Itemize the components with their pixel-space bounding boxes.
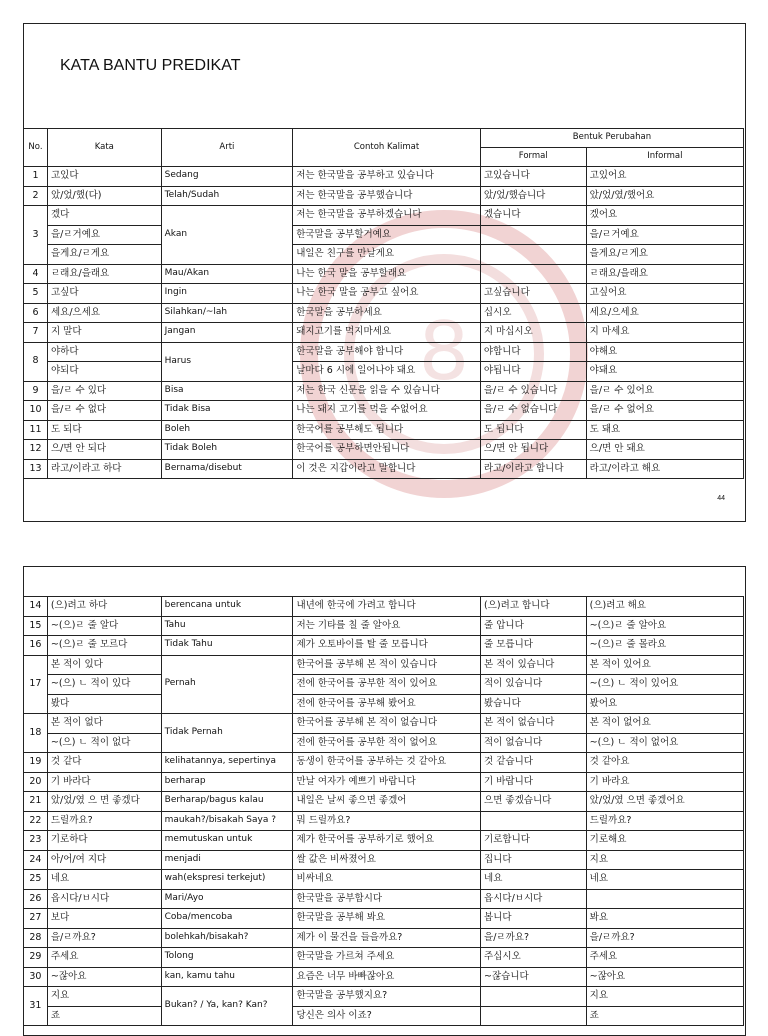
table-row (24, 792, 744, 812)
informal-cell: (으)려고 해요 (586, 597, 743, 617)
formal-cell: 것 같습니다 (481, 753, 587, 773)
formal-cell (481, 1006, 587, 1026)
row-number: 27 (24, 909, 48, 929)
table-row (24, 753, 744, 773)
contoh-cell: 내일은 친구를 만날게요 (293, 245, 481, 265)
informal-cell: ~(으) ㄴ 적이 없어요 (586, 733, 743, 753)
table-row (24, 303, 744, 323)
arti-cell: Bukan? / Ya, kan? Kan? (161, 987, 293, 1026)
informal-cell: 겠어요 (586, 206, 743, 226)
kata-cell: 라고/이라고 하다 (47, 459, 161, 479)
row-number: 22 (24, 811, 48, 831)
arti-cell: Bernama/disebut (161, 459, 293, 479)
kata-cell: 아/어/여 지다 (47, 850, 161, 870)
table-row (24, 733, 744, 753)
kata-cell: 드릴까요? (47, 811, 161, 831)
formal-cell: 야됩니다 (480, 362, 586, 382)
formal-cell: ~잖습니다 (481, 967, 587, 987)
kata-cell: 을/ㄹ 수 있다 (47, 381, 161, 401)
table-row (24, 636, 744, 656)
page-number: 44 (717, 495, 725, 502)
kata-cell: 세요/으세요 (47, 303, 161, 323)
formal-cell: 을/ㄹ 수 있습니다 (480, 381, 586, 401)
table-row (24, 928, 744, 948)
arti-cell: Berharap/bagus kalau (161, 792, 293, 812)
kata-cell: 을게요/ㄹ게요 (47, 245, 161, 265)
informal-cell: 을/ㄹ 수 있어요 (586, 381, 743, 401)
table-row (24, 948, 744, 968)
contoh-cell: 만날 여자가 예쁘기 바랍니다 (293, 772, 481, 792)
table-row (24, 362, 744, 382)
informal-cell: 기로해요 (586, 831, 743, 851)
arti-cell: Jangan (161, 323, 293, 343)
contoh-cell: 한국말을 공부해 봐요 (293, 909, 481, 929)
kata-cell: 았/었/였 으 면 좋겠다 (47, 792, 161, 812)
arti-cell: Harus (161, 342, 293, 381)
contoh-cell: 나는 돼지 고기를 먹을 수없어요 (293, 401, 481, 421)
kata-cell: 겠다 (47, 206, 161, 226)
table-row (24, 655, 744, 675)
contoh-cell: 한국어를 공부해도 됩니다 (293, 420, 481, 440)
svg-text:8: 8 (418, 305, 470, 398)
formal-cell (480, 225, 586, 245)
formal-cell: 집니다 (481, 850, 587, 870)
table-row (24, 694, 744, 714)
arti-cell: Boleh (161, 420, 293, 440)
row-number: 29 (24, 948, 48, 968)
table-row (24, 967, 744, 987)
header-contoh: Contoh Kalimat (293, 129, 481, 167)
informal-cell: 을/ㄹ까요? (586, 928, 743, 948)
informal-cell: 을게요/ㄹ게요 (586, 245, 743, 265)
formal-cell: 줄 모릅니다 (481, 636, 587, 656)
contoh-cell: 저는 한국말을 공부하겠습니다 (293, 206, 481, 226)
kata-cell: 기로하다 (47, 831, 161, 851)
informal-cell: 봐요 (586, 909, 743, 929)
formal-cell: 았/었/했습니다 (480, 186, 586, 206)
row-number: 1 (24, 167, 48, 187)
kata-cell: 본 적이 있다 (47, 655, 161, 675)
row-number: 3 (24, 206, 48, 265)
row-number: 19 (24, 753, 48, 773)
kata-cell: ~(으) ㄴ 적이 없다 (47, 733, 161, 753)
kata-cell: 을/ㄹ 수 없다 (47, 401, 161, 421)
contoh-cell: 한국어를 공부하면안됩니다 (293, 440, 481, 460)
contoh-cell: 뭐 드릴까요? (293, 811, 481, 831)
informal-cell: 기 바라요 (586, 772, 743, 792)
arti-cell: Mau/Akan (161, 264, 293, 284)
table-row (24, 264, 744, 284)
contoh-cell: 저는 한국 신문을 읽을 수 있습니다 (293, 381, 481, 401)
row-number: 28 (24, 928, 48, 948)
contoh-cell: 한국말을 공부했지요? (293, 987, 481, 1007)
row-number: 9 (24, 381, 48, 401)
contoh-cell: 전에 한국어를 공부한 적이 없어요 (293, 733, 481, 753)
informal-cell: ~(으)ㄹ 줄 몰라요 (586, 636, 743, 656)
kata-cell: ~(으)ㄹ 줄 알다 (47, 616, 161, 636)
contoh-cell: 날마다 6 시에 일어나야 돼요 (293, 362, 481, 382)
informal-cell: 지 마세요 (586, 323, 743, 343)
formal-cell: 야합니다 (480, 342, 586, 362)
contoh-cell: 한국말을 공부할거예요 (293, 225, 481, 245)
formal-cell: 기로합니다 (481, 831, 587, 851)
kata-cell: 읍시다/ㅂ시다 (47, 889, 161, 909)
contoh-cell: 한국어를 공부해 본 적이 없습니다 (293, 714, 481, 734)
formal-cell: (으)려고 합니다 (481, 597, 587, 617)
contoh-cell: 한국말을 공부하세요 (293, 303, 481, 323)
contoh-cell: 한국말을 가르쳐 주세요 (293, 948, 481, 968)
table-row (24, 186, 744, 206)
arti-cell: memutuskan untuk (161, 831, 293, 851)
arti-cell: Mari/Ayo (161, 889, 293, 909)
row-number: 23 (24, 831, 48, 851)
arti-cell: Tidak Bisa (161, 401, 293, 421)
header-informal: Informal (586, 148, 743, 167)
informal-cell: 으/면 안 돼요 (586, 440, 743, 460)
contoh-cell: 제가 오토바이를 탈 줄 모릅니다 (293, 636, 481, 656)
page-title: KATA BANTU PREDIKAT (60, 57, 241, 74)
table-row (24, 459, 744, 479)
formal-cell: 읍시다/ㅂ시다 (481, 889, 587, 909)
kata-cell: 지 말다 (47, 323, 161, 343)
document-page-2 (23, 566, 746, 1036)
informal-cell: 지요 (586, 987, 743, 1007)
informal-cell: 을/ㄹ 수 없어요 (586, 401, 743, 421)
informal-cell: ㄹ래요/을래요 (586, 264, 743, 284)
formal-cell: 고싶습니다 (480, 284, 586, 304)
kata-cell: 죠 (47, 1006, 161, 1026)
formal-cell: 본 적이 있습니다 (481, 655, 587, 675)
formal-cell (480, 264, 586, 284)
contoh-cell: 나는 한국 말을 공부할래요 (293, 264, 481, 284)
arti-cell: wah(ekspresi terkejut) (161, 870, 293, 890)
formal-cell: 적이 없습니다 (481, 733, 587, 753)
formal-cell (481, 987, 587, 1007)
informal-cell: ~(으) ㄴ 적이 있어요 (586, 675, 743, 695)
row-number: 4 (24, 264, 48, 284)
contoh-cell: 내일은 날씨 좋으면 좋겠어 (293, 792, 481, 812)
table-row (24, 401, 744, 421)
contoh-cell: 요즘은 너무 바빠잖아요 (293, 967, 481, 987)
row-number: 21 (24, 792, 48, 812)
contoh-cell: 돼지고기를 먹지마세요 (293, 323, 481, 343)
row-number: 16 (24, 636, 48, 656)
formal-cell (481, 811, 587, 831)
arti-cell: Tolong (161, 948, 293, 968)
row-number: 15 (24, 616, 48, 636)
informal-cell: 았/었/였 으면 좋겠어요 (586, 792, 743, 812)
informal-cell: 을/ㄹ거예요 (586, 225, 743, 245)
informal-cell: 야해요 (586, 342, 743, 362)
table-row (24, 850, 744, 870)
contoh-cell: 한국어를 공부해 본 적이 있습니다 (293, 655, 481, 675)
table-row (24, 342, 744, 362)
table-row (24, 284, 744, 304)
informal-cell: 았/었/였/했어요 (586, 186, 743, 206)
contoh-cell: 전에 한국어를 공부한 적이 있어요 (293, 675, 481, 695)
kata-cell: 네요 (47, 870, 161, 890)
informal-cell: 도 돼요 (586, 420, 743, 440)
arti-cell: Pernah (161, 655, 293, 714)
kata-cell: 야되다 (47, 362, 161, 382)
header-no: No. (24, 129, 48, 167)
arti-cell: maukah?/bisakah Saya ? (161, 811, 293, 831)
table-row (24, 714, 744, 734)
grammar-table-1 (23, 128, 744, 479)
row-number: 20 (24, 772, 48, 792)
arti-cell: kan, kamu tahu (161, 967, 293, 987)
contoh-cell: 저는 한국말을 공부하고 있습니다 (293, 167, 481, 187)
informal-cell: 고있어요 (586, 167, 743, 187)
row-number: 2 (24, 186, 48, 206)
contoh-cell: 이 것은 지갑이라고 말합니다 (293, 459, 481, 479)
informal-cell: 드릴까요? (586, 811, 743, 831)
contoh-cell: 당신은 의사 이죠? (293, 1006, 481, 1026)
row-number: 26 (24, 889, 48, 909)
header-formal: Formal (480, 148, 586, 167)
table-row (24, 811, 744, 831)
kata-cell: 고있다 (47, 167, 161, 187)
arti-cell: Silahkan/~lah (161, 303, 293, 323)
kata-cell: 도 되다 (47, 420, 161, 440)
formal-cell: 적이 있습니다 (481, 675, 587, 695)
formal-cell: 으/면 안 됩니다 (480, 440, 586, 460)
header-arti: Arti (161, 129, 293, 167)
arti-cell: Tidak Tahu (161, 636, 293, 656)
formal-cell: 으면 좋겠습니다 (481, 792, 587, 812)
row-number: 18 (24, 714, 48, 753)
row-number: 31 (24, 987, 48, 1026)
row-number: 7 (24, 323, 48, 343)
informal-cell: 네요 (586, 870, 743, 890)
kata-cell: 지요 (47, 987, 161, 1007)
contoh-cell: 쌀 값은 비싸졌어요 (293, 850, 481, 870)
informal-cell: 지요 (586, 850, 743, 870)
table-row (24, 206, 744, 226)
row-number: 10 (24, 401, 48, 421)
row-number: 14 (24, 597, 48, 617)
informal-cell: 야돼요 (586, 362, 743, 382)
formal-cell: 고있습니다 (480, 167, 586, 187)
table-row (24, 831, 744, 851)
informal-cell: ~(으)ㄹ 줄 알아요 (586, 616, 743, 636)
header-bentuk: Bentuk Perubahan (480, 129, 743, 148)
formal-cell: 네요 (481, 870, 587, 890)
row-number: 24 (24, 850, 48, 870)
informal-cell: 세요/으세요 (586, 303, 743, 323)
kata-cell: (으)려고 하다 (47, 597, 161, 617)
kata-cell: 을/ㄹ거예요 (47, 225, 161, 245)
kata-cell: 야하다 (47, 342, 161, 362)
kata-cell: 봤다 (47, 694, 161, 714)
informal-cell: 것 같아요 (586, 753, 743, 773)
row-number: 11 (24, 420, 48, 440)
arti-cell: Tidak Boleh (161, 440, 293, 460)
kata-cell: ~(으) ㄴ 적이 있다 (47, 675, 161, 695)
table-row (24, 889, 744, 909)
informal-cell: 본 적이 없어요 (586, 714, 743, 734)
contoh-cell: 동생이 한국어를 공부하는 것 같아요 (293, 753, 481, 773)
table-row (24, 675, 744, 695)
formal-cell: 을/ㄹ까요? (481, 928, 587, 948)
formal-cell: 기 바랍니다 (481, 772, 587, 792)
table-row (24, 870, 744, 890)
row-number: 13 (24, 459, 48, 479)
contoh-cell: 비싸네요 (293, 870, 481, 890)
row-number: 17 (24, 655, 48, 714)
row-number: 8 (24, 342, 48, 381)
table-row (24, 772, 744, 792)
informal-cell: 주세요 (586, 948, 743, 968)
arti-cell: berharap (161, 772, 293, 792)
formal-cell: 지 마십시오 (480, 323, 586, 343)
row-number: 25 (24, 870, 48, 890)
contoh-cell: 한국말을 공부해야 합니다 (293, 342, 481, 362)
table-row (24, 1006, 744, 1026)
table-row (24, 616, 744, 636)
kata-cell: 았/었/했(다) (47, 186, 161, 206)
row-number: 5 (24, 284, 48, 304)
formal-cell: 봤습니다 (481, 694, 587, 714)
kata-cell: 을/ㄹ까요? (47, 928, 161, 948)
arti-cell: menjadi (161, 850, 293, 870)
informal-cell: 라고/이라고 해요 (586, 459, 743, 479)
arti-cell: Tahu (161, 616, 293, 636)
arti-cell: Tidak Pernah (161, 714, 293, 753)
table-row (24, 167, 744, 187)
informal-cell: 죠 (586, 1006, 743, 1026)
contoh-cell: 전에 한국어를 공부해 봤어요 (293, 694, 481, 714)
formal-cell: 봅니다 (481, 909, 587, 929)
arti-cell: Sedang (161, 167, 293, 187)
informal-cell: 봤어요 (586, 694, 743, 714)
table-row (24, 440, 744, 460)
kata-cell: 주세요 (47, 948, 161, 968)
contoh-cell: 내년에 한국에 가려고 합니다 (293, 597, 481, 617)
row-number: 6 (24, 303, 48, 323)
kata-cell: ㄹ래요/을래요 (47, 264, 161, 284)
kata-cell: 기 바라다 (47, 772, 161, 792)
table-row (24, 245, 744, 265)
formal-cell: 본 적이 없습니다 (481, 714, 587, 734)
contoh-cell: 제가 한국어를 공부하기로 했어요 (293, 831, 481, 851)
formal-cell: 십시오 (480, 303, 586, 323)
formal-cell: 주십시오 (481, 948, 587, 968)
formal-cell: 라고/이라고 합니다 (480, 459, 586, 479)
table-row (24, 597, 744, 617)
informal-cell: ~잖아요 (586, 967, 743, 987)
table-row (24, 225, 744, 245)
arti-cell: Bisa (161, 381, 293, 401)
contoh-cell: 저는 기타를 칠 줄 알아요 (293, 616, 481, 636)
informal-cell (586, 889, 743, 909)
contoh-cell: 저는 한국말을 공부했습니다 (293, 186, 481, 206)
kata-cell: ~(으)ㄹ 줄 모르다 (47, 636, 161, 656)
kata-cell: 으/면 안 되다 (47, 440, 161, 460)
arti-cell: kelihatannya, sepertinya (161, 753, 293, 773)
arti-cell: Akan (161, 206, 293, 265)
document-page-1 (23, 23, 746, 522)
arti-cell: Ingin (161, 284, 293, 304)
table-row (24, 420, 744, 440)
kata-cell: 보다 (47, 909, 161, 929)
informal-cell: 고싶어요 (586, 284, 743, 304)
formal-cell: 을/ㄹ 수 없습니다 (480, 401, 586, 421)
arti-cell: bolehkah/bisakah? (161, 928, 293, 948)
table-row (24, 909, 744, 929)
formal-cell: 도 됩니다 (480, 420, 586, 440)
kata-cell: 고싶다 (47, 284, 161, 304)
grammar-table-2 (23, 596, 744, 1026)
contoh-cell: 한국말을 공부합시다 (293, 889, 481, 909)
kata-cell: ~잖아요 (47, 967, 161, 987)
row-number: 12 (24, 440, 48, 460)
contoh-cell: 나는 한국 말을 공부고 싶어요 (293, 284, 481, 304)
informal-cell: 본 적이 있어요 (586, 655, 743, 675)
kata-cell: 본 적이 없다 (47, 714, 161, 734)
table-row (24, 987, 744, 1007)
table-row (24, 381, 744, 401)
formal-cell: 겠습니다 (480, 206, 586, 226)
header-kata: Kata (47, 129, 161, 167)
arti-cell: Coba/mencoba (161, 909, 293, 929)
row-number: 30 (24, 967, 48, 987)
kata-cell: 것 같다 (47, 753, 161, 773)
table-row (24, 323, 744, 343)
contoh-cell: 제가 이 물건을 들을까요? (293, 928, 481, 948)
formal-cell: 줄 압니다 (481, 616, 587, 636)
arti-cell: berencana untuk (161, 597, 293, 617)
formal-cell (480, 245, 586, 265)
arti-cell: Telah/Sudah (161, 186, 293, 206)
